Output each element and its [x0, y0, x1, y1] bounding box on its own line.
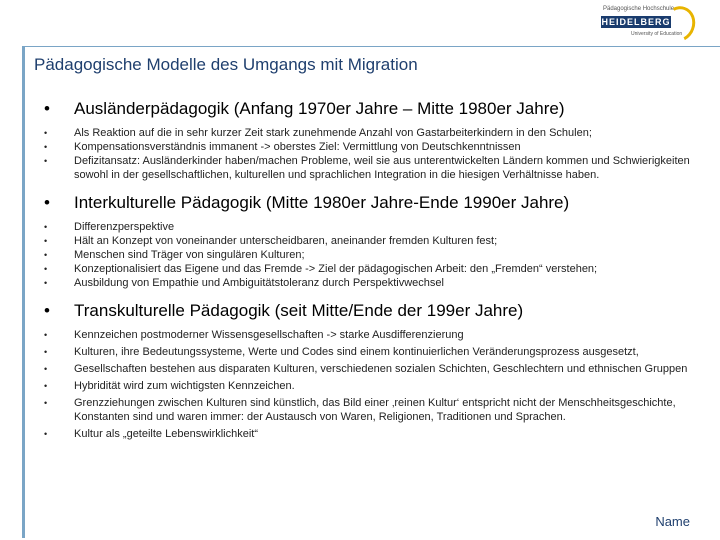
list-item-text: Menschen sind Träger von singulären Kulturen;: [74, 249, 305, 261]
list-item: [44, 396, 704, 424]
bullet-icon: •: [44, 250, 48, 260]
list-item-text: Defizitansatz: Ausländerkinder haben/machen Probleme, weil sie aus unterentwickelten Ländern kommen und Schwierigkeiten sowohl in der gesellschaftlichen, kulturellen und sprachlichen Integration in die hiesigen Verhältnisse haben.: [74, 155, 690, 181]
list-item: [44, 379, 704, 393]
list-item: [44, 126, 704, 140]
bullet-icon: •: [44, 278, 48, 288]
section-heading-text: Transkulturelle Pädagogik (seit Mitte/Ende der 199er Jahre): [74, 301, 524, 320]
bullet-icon: •: [44, 330, 48, 340]
university-logo: [597, 4, 693, 42]
list-item: [44, 234, 704, 248]
bullet-icon: •: [44, 236, 48, 246]
section-heading: [44, 300, 704, 322]
left-accent-bar: [22, 46, 25, 538]
list-item-text: Konzeptionalisiert das Eigene und das Fremde -> Ziel der pädagogischen Arbeit: den „Fremden“ verstehen;: [74, 263, 598, 275]
list-item: [44, 248, 704, 262]
list-item-text: Ausbildung von Empathie und Ambiguitätstoleranz durch Perspektivwechsel: [74, 277, 444, 289]
bullet-icon: •: [44, 99, 50, 118]
list-item-text: Kennzeichen postmoderner Wissensgesellschaften -> starke Ausdifferenzierung: [74, 329, 464, 341]
bullet-icon: •: [44, 193, 50, 212]
list-item: [44, 345, 704, 359]
list-item-text: Differenzperspektive: [74, 221, 175, 233]
list-item: [44, 154, 704, 182]
list-item-text: Gesellschaften bestehen aus disparaten Kulturen, verschiedenen sozialen Schichten, Geschlechtern und ethnischen Gruppen: [74, 363, 688, 375]
list-item: [44, 328, 704, 342]
bullet-icon: •: [44, 429, 48, 439]
list-item-text: Kompensationsverständnis immanent -> oberstes Ziel: Vermittlung von Deutschkenntnissen: [74, 141, 521, 153]
list-item: [44, 262, 704, 276]
list-item: [44, 362, 704, 376]
section-heading-text: Interkulturelle Pädagogik (Mitte 1980er Jahre-Ende 1990er Jahre): [74, 193, 570, 212]
logo-subtitle: Pädagogische Hochschule: [603, 6, 675, 12]
top-divider: [22, 46, 720, 47]
section-heading: [44, 192, 704, 214]
list-item-text: Grenzziehungen zwischen Kulturen sind künstlich, das Bild einer ‚reinen Kultur‘ entspricht nicht der Menschheitsgeschichte, Konstanten sind und waren immer: der Austausch von Waren, Religionen, Traditionen und Sprachen.: [74, 397, 676, 423]
list-item: [44, 140, 704, 154]
list-item: [44, 276, 704, 290]
list-item-text: Kultur als „geteilte Lebenswirklichkeit“: [74, 428, 259, 440]
slide-content: [44, 94, 704, 450]
list-item: [44, 427, 704, 441]
bullet-icon: •: [44, 347, 48, 357]
list-item: [44, 220, 704, 234]
logo-tagline: University of Education: [631, 31, 683, 37]
bullet-icon: •: [44, 222, 48, 232]
bullet-icon: •: [44, 301, 50, 320]
bullet-icon: •: [44, 156, 48, 166]
section-heading-text: Ausländerpädagogik (Anfang 1970er Jahre – Mitte 1980er Jahre): [74, 99, 565, 118]
section-heading: [44, 98, 704, 120]
slide-title: Pädagogische Modelle des Umgangs mit Migration: [34, 55, 418, 74]
bullet-icon: •: [44, 381, 48, 391]
list-item-text: Kulturen, ihre Bedeutungssysteme, Werte und Codes sind einem kontinuierlichen Veränderungsprozess ausgesetzt,: [74, 346, 639, 358]
bullet-icon: •: [44, 128, 48, 138]
list-item-text: Hybridität wird zum wichtigsten Kennzeichen.: [74, 380, 295, 392]
bullet-icon: •: [44, 264, 48, 274]
bullet-icon: •: [44, 398, 48, 408]
list-item-text: Als Reaktion auf die in sehr kurzer Zeit stark zunehmende Anzahl von Gastarbeiterkindern in den Schulen;: [74, 127, 592, 139]
footer-name: Name: [655, 514, 690, 529]
list-item-text: Hält an Konzept von voneinander unterscheidbaren, aneinander fremden Kulturen fest;: [74, 235, 498, 247]
bullet-icon: •: [44, 142, 48, 152]
logo-wordmark: HEIDELBERG: [601, 17, 671, 27]
bullet-icon: •: [44, 364, 48, 374]
